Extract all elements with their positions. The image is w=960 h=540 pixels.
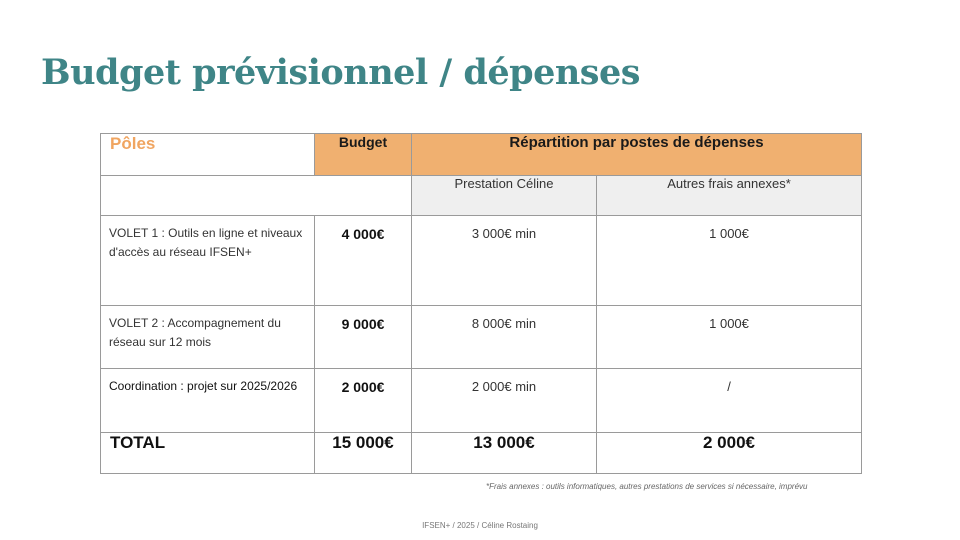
subheader-empty-cell bbox=[101, 176, 412, 216]
row-label: VOLET 2 : Accompagnement du réseau sur 12 mois bbox=[101, 306, 315, 369]
total-prestation: 13 000€ bbox=[412, 433, 597, 474]
table-row bbox=[101, 306, 862, 369]
row-budget: 4 000€ bbox=[315, 216, 412, 306]
row-autres: 1 000€ bbox=[597, 306, 862, 369]
total-autres: 2 000€ bbox=[597, 433, 862, 474]
page-title: Budget prévisionnel / dépenses bbox=[41, 52, 640, 93]
table-subheader-row bbox=[101, 176, 862, 216]
header-poles: Pôles bbox=[101, 134, 315, 176]
row-prestation: 8 000€ min bbox=[412, 306, 597, 369]
table-row bbox=[101, 216, 862, 306]
budget-table bbox=[100, 133, 862, 474]
row-label: Coordination : projet sur 2025/2026 bbox=[101, 369, 315, 433]
total-label: TOTAL bbox=[101, 433, 315, 474]
row-autres: 1 000€ bbox=[597, 216, 862, 306]
row-label: VOLET 1 : Outils en ligne et niveaux d'accès au réseau IFSEN+ bbox=[101, 216, 315, 306]
row-budget: 2 000€ bbox=[315, 369, 412, 433]
table-header-row bbox=[101, 134, 862, 176]
row-budget: 9 000€ bbox=[315, 306, 412, 369]
row-prestation: 3 000€ min bbox=[412, 216, 597, 306]
header-budget: Budget bbox=[315, 134, 412, 176]
subheader-autres: Autres frais annexes* bbox=[597, 176, 862, 216]
table-row bbox=[101, 369, 862, 433]
row-prestation: 2 000€ min bbox=[412, 369, 597, 433]
footer: IFSEN+ / 2025 / Céline Rostaing bbox=[422, 521, 538, 530]
total-budget: 15 000€ bbox=[315, 433, 412, 474]
subheader-prestation: Prestation Céline bbox=[412, 176, 597, 216]
table-total-row bbox=[101, 433, 862, 474]
footnote: *Frais annexes : outils informatiques, autres prestations de services si nécessaire, imprévu bbox=[486, 482, 808, 491]
row-autres: / bbox=[597, 369, 862, 433]
header-repartition: Répartition par postes de dépenses bbox=[412, 134, 862, 176]
